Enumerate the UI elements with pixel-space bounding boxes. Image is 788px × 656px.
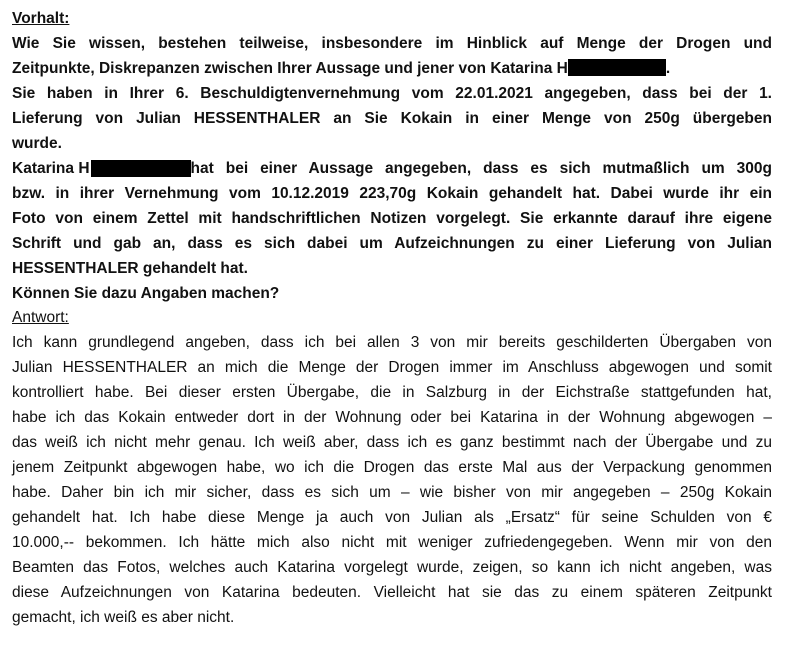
vorhalt-line: [12, 56, 772, 81]
redaction-bar: [568, 59, 666, 76]
vorhalt-line: Sie haben in Ihrer 6. Beschuldigtenvernehmung vom 22.01.2021 angegeben, dass bei der 1.: [12, 85, 772, 102]
antwort-line: habe. Daher bin ich mir sicher, dass es sich um – wie bisher von mir angegeben – 250g Kokain: [12, 484, 772, 501]
vorhalt-text: Katarina H: [12, 160, 90, 177]
vorhalt-line: wurde.: [12, 135, 62, 152]
antwort-line: gemacht, ich weiß es aber nicht.: [12, 609, 235, 626]
vorhalt-line: Schrift und gab an, dass es sich dabei um Aufzeichnungen zu einer Lieferung von Julian: [12, 235, 772, 252]
vorhalt-question: Können Sie dazu Angaben machen?: [12, 285, 280, 302]
antwort-line: habe ich das Kokain entweder dort in der Wohnung oder bei Katarina in der Wohnung abgewogen –: [12, 409, 772, 426]
antwort-line: Julian HESSENTHALER an mich die Menge der Drogen immer im Anschluss abgewogen und somit: [12, 359, 772, 376]
vorhalt-text: Zeitpunkte, Diskrepanzen zwischen Ihrer Aussage und jener von Katarina H: [12, 60, 568, 77]
vorhalt-text: .: [665, 60, 671, 77]
antwort-line: gehandelt hat. Ich habe diese Menge ja auch von Julian als „Ersatz“ für seine Schulden von €: [12, 509, 772, 526]
antwort-line: Beamten das Fotos, welches auch Katarina vorgelegt wurde, zeigen, so kann ich nicht angeben, was: [12, 559, 772, 576]
antwort-line: Ich kann grundlegend angeben, dass ich bei allen 3 von mir bereits geschilderten Übergaben von: [12, 334, 772, 351]
antwort-line: 10.000,-- bekommen. Ich hätte mich also nicht mit weniger zufriedengegeben. Wenn mir von den: [12, 534, 772, 551]
redaction-bar: [91, 160, 191, 177]
vorhalt-section: [12, 6, 772, 306]
vorhalt-line: bzw. in ihrer Vernehmung vom 10.12.2019 223,70g Kokain gehandelt hat. Dabei wurde ihr ein: [12, 185, 772, 202]
vorhalt-line: Foto von einem Zettel mit handschriftlichen Notizen vorgelegt. Sie erkannte darauf ihre eigene: [12, 210, 772, 227]
antwort-line: das weiß ich nicht mehr genau. Ich weiß aber, dass ich es ganz bestimmt nach der Übergabe und zu: [12, 434, 772, 451]
antwort-section: [12, 306, 772, 630]
antwort-line: jenem Zeitpunkt abgewogen habe, wo ich die Drogen das erste Mal aus der Verpackung genommen: [12, 459, 772, 476]
antwort-label: Antwort:: [12, 309, 69, 326]
vorhalt-line: Lieferung von Julian HESSENTHALER an Sie Kokain in einer Menge von 250g übergeben: [12, 110, 772, 127]
vorhalt-label: Vorhalt:: [12, 10, 70, 27]
vorhalt-line: [12, 156, 772, 181]
antwort-line: diese Aufzeichnungen von Katarina bedeuten. Vielleicht hat sie das zu einem späteren Zeitpunkt: [12, 584, 772, 601]
vorhalt-text: hat bei einer Aussage angegeben, dass es sich mutmaßlich um 300g: [190, 160, 772, 177]
antwort-line: kontrolliert habe. Bei dieser ersten Übergabe, die in Salzburg in der Eichstraße stattgefunden hat,: [12, 384, 772, 401]
vorhalt-line: HESSENTHALER gehandelt hat.: [12, 260, 248, 277]
vorhalt-line: Wie Sie wissen, bestehen teilweise, insbesondere im Hinblick auf Menge der Drogen und: [12, 35, 772, 52]
